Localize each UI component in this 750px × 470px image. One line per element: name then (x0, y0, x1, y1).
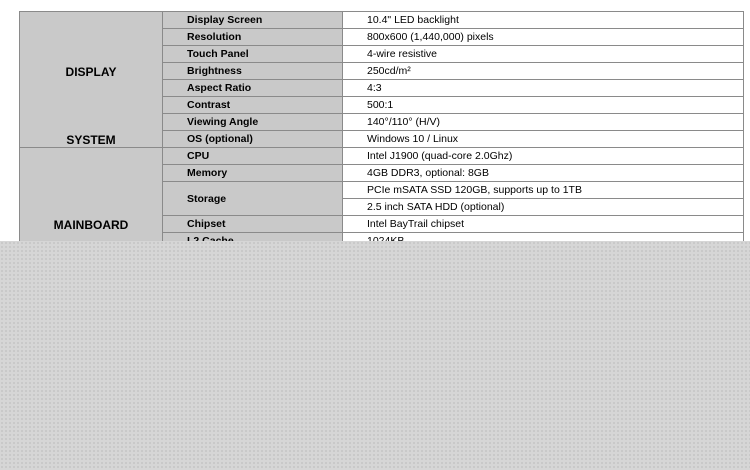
row-label: Resolution (163, 29, 343, 46)
group-label-display: DISPLAY (65, 65, 117, 79)
row-label: CPU (163, 148, 343, 165)
row-label: OS (optional) (163, 131, 343, 148)
row-value: 500:1 (343, 97, 744, 114)
row-label: Chipset (163, 216, 343, 233)
row-label: Storage (163, 182, 343, 216)
group-label-system: SYSTEM (66, 133, 116, 147)
row-label: Memory (163, 165, 343, 182)
gray-dotted-overlay (0, 241, 750, 470)
table-row (20, 148, 744, 165)
row-label: Aspect Ratio (163, 80, 343, 97)
group-cell-display-system (20, 12, 163, 148)
spec-table (19, 11, 744, 267)
row-value: Intel J1900 (quad-core 2.0Ghz) (343, 148, 744, 165)
row-value: 2.5 inch SATA HDD (optional) (343, 199, 744, 216)
row-value: 4GB DDR3, optional: 8GB (343, 165, 744, 182)
table-row (20, 12, 744, 29)
row-value: Intel BayTrail chipset (343, 216, 744, 233)
row-value: 4-wire resistive (343, 46, 744, 63)
group-label-mainboard: MAINBOARD (53, 218, 129, 232)
row-value: 140°/110° (H/V) (343, 114, 744, 131)
row-value: 4:3 (343, 80, 744, 97)
row-value: 10.4" LED backlight (343, 12, 744, 29)
row-value: 250cd/m² (343, 63, 744, 80)
row-label: Touch Panel (163, 46, 343, 63)
row-value: PCIe mSATA SSD 120GB, supports up to 1TB (343, 182, 744, 199)
row-label: Display Screen (163, 12, 343, 29)
row-label: Contrast (163, 97, 343, 114)
row-value: 800x600 (1,440,000) pixels (343, 29, 744, 46)
row-label: Brightness (163, 63, 343, 80)
row-label: Viewing Angle (163, 114, 343, 131)
row-value: Windows 10 / Linux (343, 131, 744, 148)
